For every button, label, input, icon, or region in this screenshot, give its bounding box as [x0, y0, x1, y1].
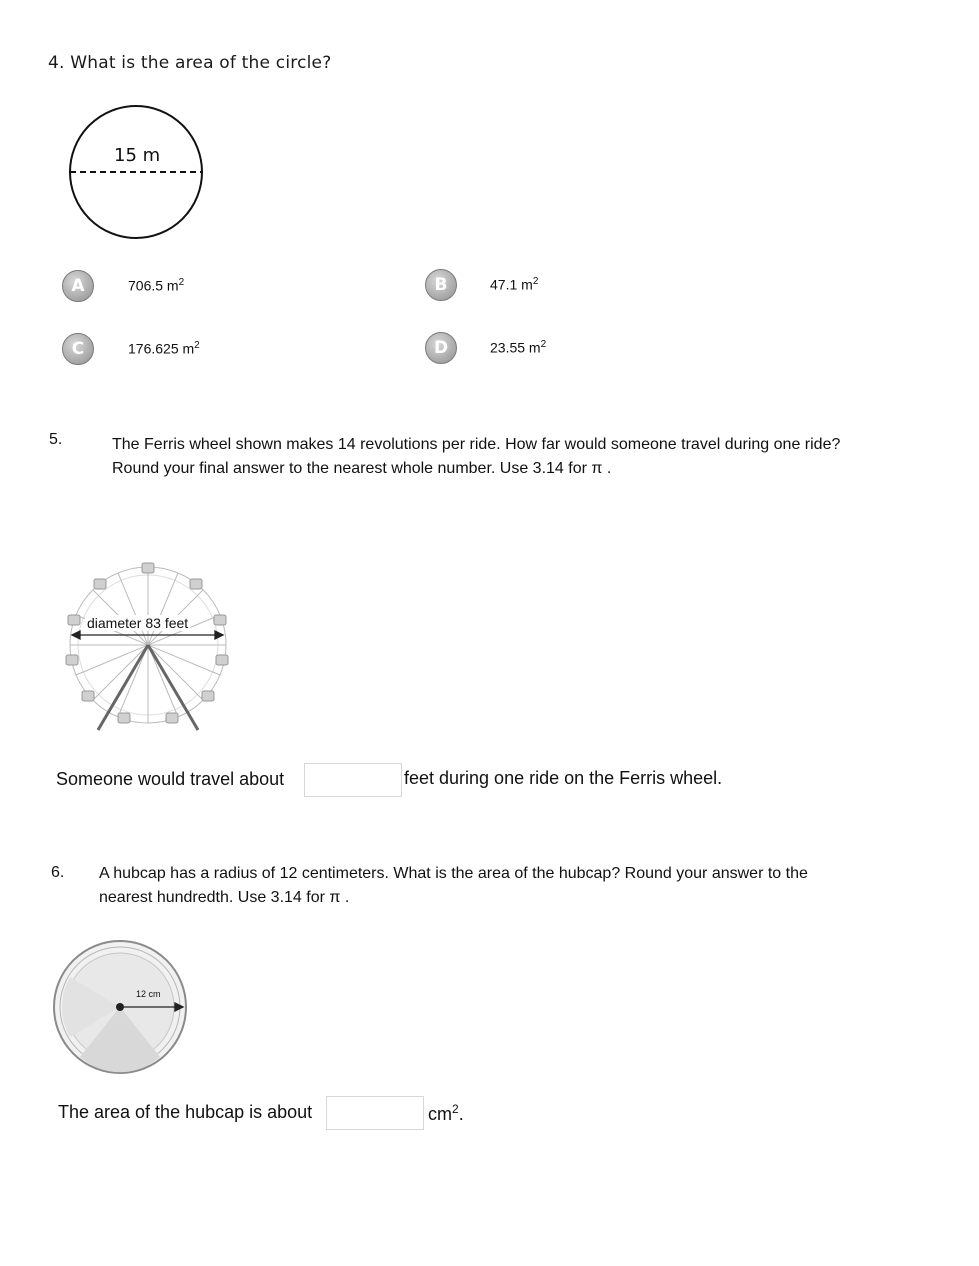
question-5-answer-prefix: Someone would travel about — [56, 769, 285, 789]
question-5-answer-box[interactable] — [304, 763, 402, 797]
choice-a-value: 706.5 m — [128, 277, 179, 294]
unit-text: cm — [428, 1104, 452, 1124]
choice-b-text[interactable] — [490, 276, 538, 293]
question-6-answer-unit — [428, 1102, 464, 1125]
question-6-answer-input[interactable] — [327, 1097, 423, 1129]
choice-d-exponent: 2 — [540, 339, 547, 350]
question-5-answer-input[interactable] — [305, 764, 401, 796]
question-5-line-1: The Ferris wheel shown makes 14 revolutions per ride. How far would someone travel during one ride? — [112, 436, 841, 453]
choice-b-exponent: 2 — [532, 276, 539, 287]
question-6-line-2: nearest hundredth. Use 3.14 for π . — [99, 889, 350, 906]
hubcap-radius-label: 12 cm — [136, 989, 161, 999]
choice-a-badge[interactable]: A — [62, 270, 94, 302]
choice-c-exponent: 2 — [194, 340, 200, 351]
question-6-answer-prefix: The area of the hubcap is about — [58, 1102, 313, 1122]
question-6-answer-box[interactable] — [326, 1096, 424, 1130]
hubcap-image — [50, 937, 190, 1077]
choice-d-badge[interactable]: D — [425, 332, 457, 364]
choice-a-exponent: 2 — [178, 277, 185, 288]
question-5-text — [112, 433, 840, 481]
question-6-number: 6. — [51, 864, 65, 881]
choice-c-value: 176.625 m — [128, 340, 195, 357]
choice-a-text[interactable] — [128, 277, 184, 294]
unit-period: . — [458, 1104, 464, 1124]
choice-b-badge[interactable]: B — [425, 269, 457, 301]
circle-figure — [64, 100, 209, 245]
unit-exponent: 2 — [452, 1102, 459, 1116]
choice-d-text[interactable] — [490, 339, 546, 356]
circle-diameter-label: 15 m — [114, 145, 161, 166]
choice-d-value: 23.55 m — [490, 339, 541, 356]
ferris-wheel-diameter-label: diameter 83 feet — [87, 615, 189, 631]
question-6-line-1: A hubcap has a radius of 12 centimeters. What is the area of the hubcap? Round your answer to the — [99, 865, 808, 882]
question-5-number: 5. — [49, 431, 63, 448]
choice-b-value: 47.1 m — [490, 276, 533, 293]
ferris-wheel-image — [58, 555, 238, 735]
choice-c-badge[interactable]: C — [62, 333, 94, 365]
question-4-title: 4. What is the area of the circle? — [48, 53, 332, 73]
question-6-text — [99, 862, 808, 910]
question-5-line-2: Round your final answer to the nearest whole number. Use 3.14 for π . — [112, 460, 612, 477]
choice-c-text[interactable] — [128, 340, 200, 357]
question-5-answer-suffix: feet during one ride on the Ferris wheel. — [404, 768, 723, 788]
